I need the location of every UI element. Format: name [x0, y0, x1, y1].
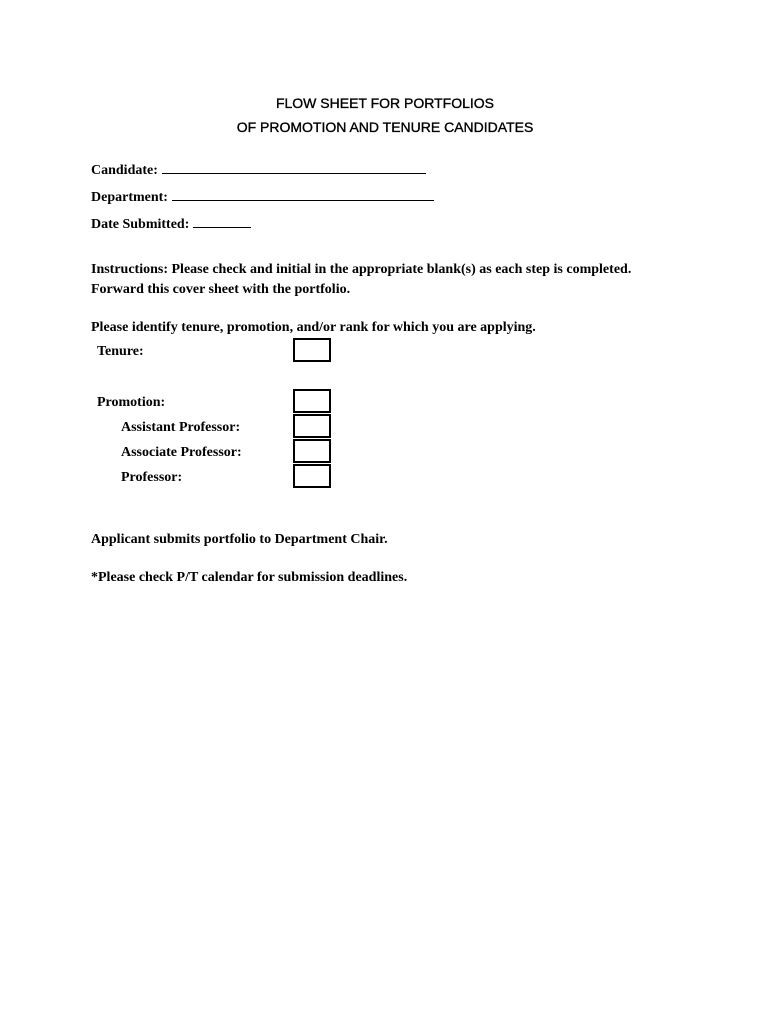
candidate-label: Candidate:	[91, 163, 158, 178]
candidate-blank[interactable]	[162, 161, 426, 174]
promotion-label: Promotion:	[97, 395, 166, 410]
tenure-label: Tenure:	[97, 344, 144, 359]
calendar-note: *Please check P/T calendar for submission deadlines.	[91, 570, 408, 585]
document-title-line-2: OF PROMOTION AND TENURE CANDIDATES	[236, 119, 534, 135]
department-blank[interactable]	[172, 188, 434, 201]
tenure-checkbox[interactable]	[293, 338, 331, 362]
associate-professor-checkbox[interactable]	[293, 439, 331, 463]
assistant-professor-label: Assistant Professor:	[121, 420, 241, 435]
instructions-line-2: Forward this cover sheet with the portfolio.	[91, 282, 351, 297]
candidate-field	[91, 161, 426, 180]
assistant-professor-checkbox[interactable]	[293, 414, 331, 438]
professor-label: Professor:	[121, 470, 183, 485]
associate-professor-label: Associate Professor:	[121, 445, 242, 460]
date-submitted-field	[91, 215, 251, 234]
department-field	[91, 188, 434, 207]
promotion-checkbox[interactable]	[293, 389, 331, 413]
instructions-line-1: Instructions: Please check and initial in the appropriate blank(s) as each step is completed.	[91, 262, 632, 277]
submit-to-chair-step: Applicant submits portfolio to Department Chair.	[91, 532, 388, 547]
date-submitted-blank[interactable]	[193, 215, 251, 228]
document-title-line-1: FLOW SHEET FOR PORTFOLIOS	[275, 95, 495, 111]
department-label: Department:	[91, 190, 168, 205]
date-submitted-label: Date Submitted:	[91, 217, 190, 232]
professor-checkbox[interactable]	[293, 464, 331, 488]
identify-prompt: Please identify tenure, promotion, and/or rank for which you are applying.	[91, 320, 536, 335]
